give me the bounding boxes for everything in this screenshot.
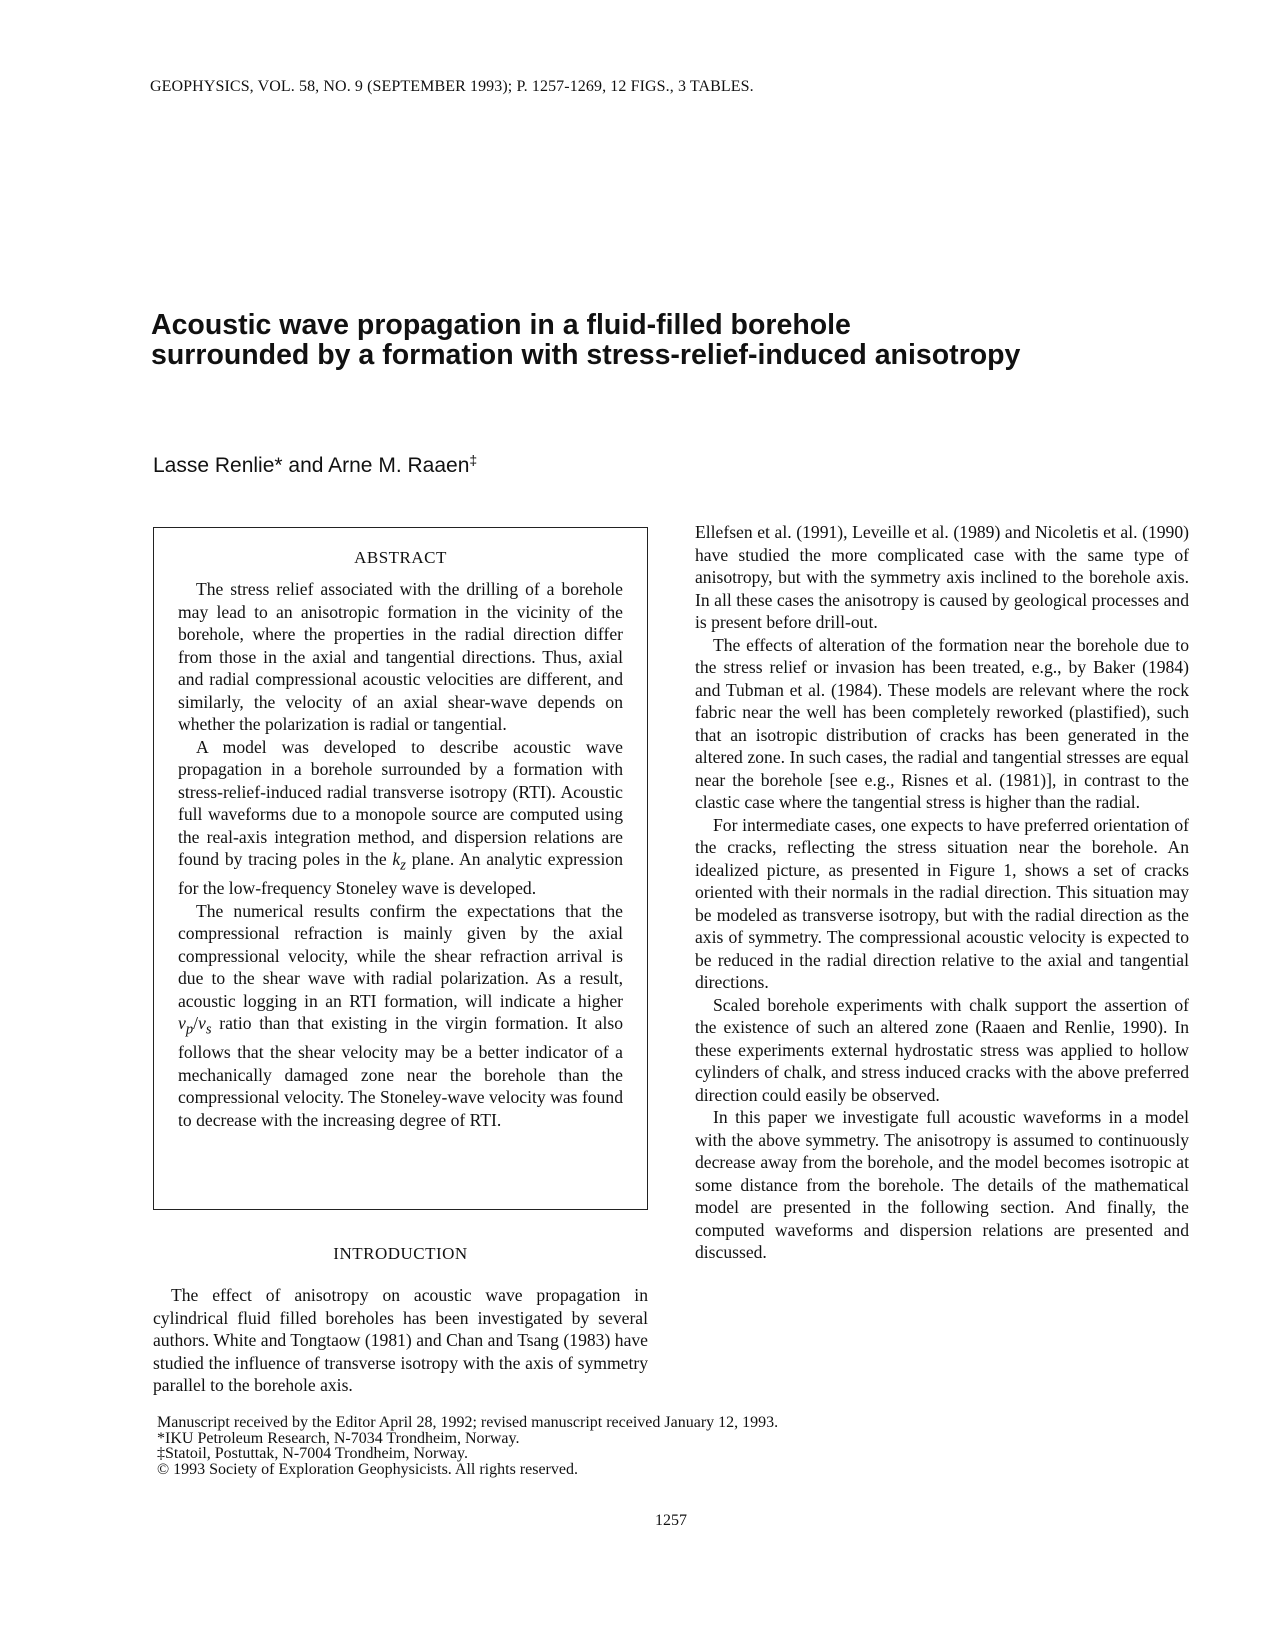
abstract-p2-text-b: plane. An analytic expression for the low-frequency Stoneley wave is developed.: [178, 849, 623, 899]
paper-title: [151, 310, 1020, 370]
math-subscript-s: s: [205, 1021, 212, 1038]
abstract-paragraph-1: The stress relief associated with the drilling of a borehole may lead to an anisotropic formation in the vicinity of the borehole, where the properties in the radial direction differ from those in the axial and tangential directions. Thus, axial and radial compressional acoustic velocities are different, and similarly, the velocity of an axial shear-wave depends on whether the polarization is radial or tangential.: [178, 579, 623, 734]
page-number: 1257: [655, 1512, 687, 1529]
abstract-p3-text-b: ratio than that existing in the virgin formation. It also follows that the shear velocity may be a better indicator of a mechanically damaged zone near the borehole than the compressional velocity. The Stoneley-wave velocity was found to decrease with the increasing degree of RTI.: [178, 1013, 623, 1130]
footnote-received: Manuscript received by the Editor April 28, 1992; revised manuscript received January 12, 1993.: [157, 1414, 779, 1431]
math-v: v: [178, 1013, 186, 1034]
footnote-copyright: © 1993 Society of Exploration Geophysicists. All rights reserved.: [157, 1460, 578, 1478]
title-line-2: surrounded by a formation with stress-relief-induced anisotropy: [151, 339, 1021, 371]
introduction-section: [153, 1244, 648, 1397]
right-paragraph-4: Scaled borehole experiments with chalk support the assertion of the existence of such an altered zone (Raaen and Renlie, 1990). In these experiments external hydrostatic stress was applied to hollow cylinders of chalk, and stress induced cracks with the above preferred direction could easily be observed.: [695, 994, 1189, 1105]
journal-header: GEOPHYSICS, VOL. 58, NO. 9 (SEPTEMBER 1993); P. 1257-1269, 12 FIGS., 3 TABLES.: [150, 78, 754, 95]
math-slash: /: [193, 1013, 199, 1034]
abstract-paragraph-3: [178, 900, 623, 1132]
math-subscript-z: z: [400, 857, 406, 874]
author-affiliation-symbol: ‡: [469, 452, 478, 468]
author-names: Lasse Renlie* and Arne M.: [153, 454, 408, 477]
abstract-p2-text-a: A model was developed to describe acoustic wave propagation in a borehole surrounded by a formation with stress-relief-induced radial transverse isotropy (RTI). Acoustic full waveforms due to a monopole source are computed using the real-axis integration method, and dispersion relations are found by tracing poles in the: [178, 736, 623, 869]
introduction-paragraph-1: The effect of anisotropy on acoustic wave propagation in cylindrical fluid filled boreholes has been investigated by several authors. White and Tongtaow (1981) and Chan and Tsang (1983) have studied the influence of transverse isotropy with the axis of symmetry parallel to the borehole axis.: [153, 1285, 648, 1395]
abstract-box: [153, 527, 648, 1210]
title-line-1: Acoustic wave propagation in a fluid-filled borehole: [151, 309, 851, 341]
author-list: [153, 452, 477, 478]
right-paragraph-2: The effects of alteration of the formation near the borehole due to the stress relief or invasion has been treated, e.g., by Baker (1984) and Tubman et al. (1984). These models are relevant where the rock fabric near the well has been completely reworked (plastified), such that an isotropic distribution of cracks has been generated in the altered zone. In such cases, the radial and tangential stresses are equal near the borehole [see e.g., Risnes et al. (1981)], in contrast to the clastic case where the tangential stress is higher than the radial.: [695, 634, 1189, 812]
abstract-p3-text-a: The numerical results confirm the expectations that the compressional refraction is mainly given by the axial compressional velocity, while the shear refraction arrival is due to the shear wave with radial polarization. As a result, acoustic logging in an RTI formation, will indicate a higher: [178, 900, 623, 1011]
footnote-affiliation-2: ‡Statoil, Postuttak, N-7004 Trondheim, Norway.: [157, 1445, 468, 1462]
math-v-2: v: [198, 1013, 206, 1034]
math-subscript-p: p: [185, 1021, 194, 1038]
abstract-paragraph-2: [178, 736, 623, 900]
introduction-heading: INTRODUCTION: [333, 1244, 468, 1263]
math-k: k: [392, 849, 401, 869]
right-column: [695, 521, 1189, 1264]
footnote-affiliation-1: *IKU Petroleum Research, N-7034 Trondheim, Norway.: [157, 1429, 520, 1447]
abstract-content: [178, 548, 623, 1131]
right-paragraph-1: Ellefsen et al. (1991), Leveille et al. (1989) and Nicoletis et al. (1990) have studied the more complicated case with the same type of anisotropy, but with the symmetry axis inclined to the borehole axis. In all these cases the anisotropy is caused by geological processes and is present before drill-out.: [695, 522, 1189, 632]
right-paragraph-5: In this paper we investigate full acoustic waveforms in a model with the above symmetry. The anisotropy is assumed to continuously decrease away from the borehole, and the model becomes isotropic at some distance from the borehole. The details of the mathematical model are presented in the following section. And finally, the computed waveforms and dispersion relations are presented and discussed.: [695, 1107, 1189, 1262]
footnotes: [157, 1415, 778, 1477]
author-name-raaen: Raaen: [407, 454, 470, 477]
abstract-heading: ABSTRACT: [354, 548, 447, 567]
right-paragraph-3: For intermediate cases, one expects to have preferred orientation of the cracks, reflecting the stress situation near the borehole. An idealized picture, as presented in Figure 1, shows a set of cracks oriented with their normals in the radial direction. This situation may be modeled as transverse isotropy, but with the radial direction as the axis of symmetry. The compressional acoustic velocity is expected to be reduced in the radial direction relative to the axial and tangential directions.: [695, 814, 1189, 992]
